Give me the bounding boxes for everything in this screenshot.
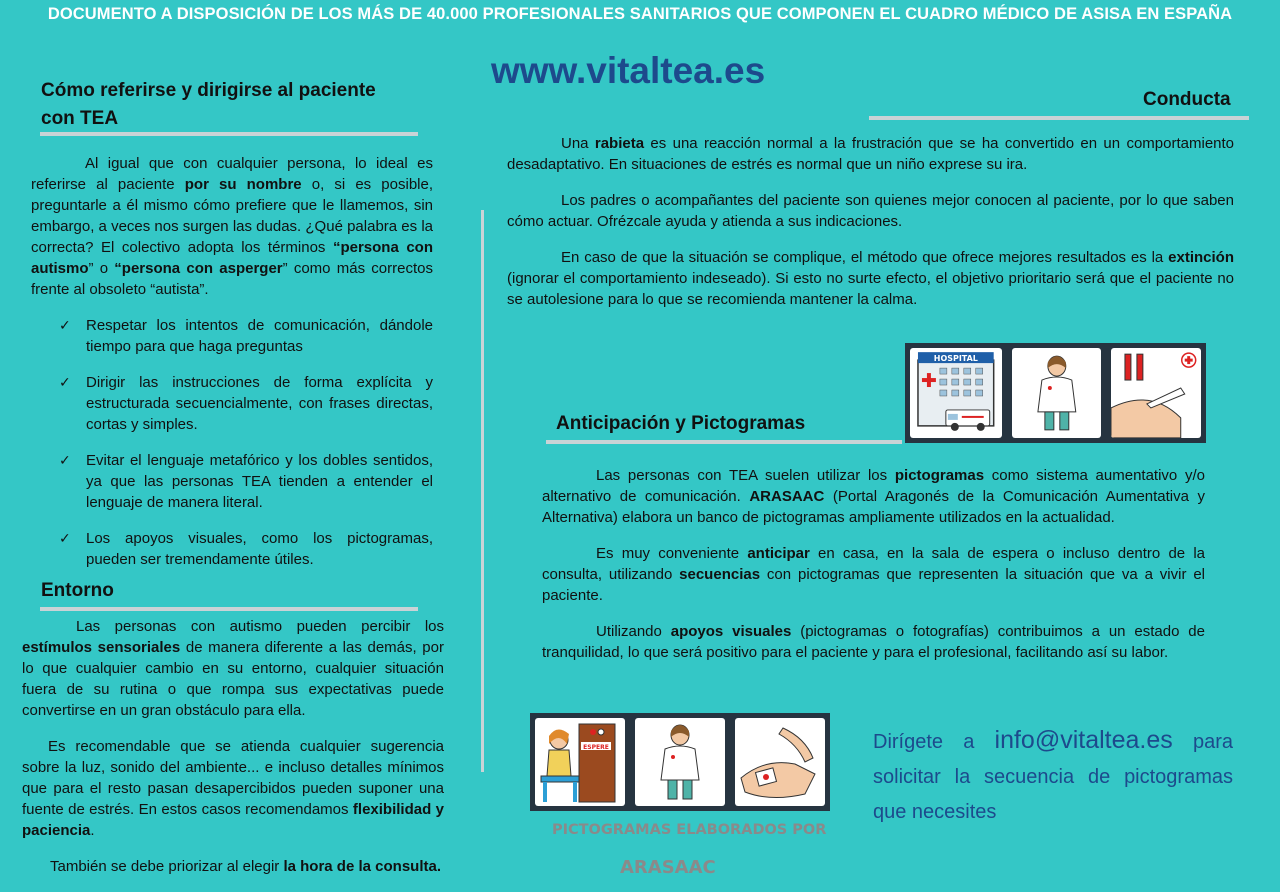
section-title-referirse: [41, 77, 421, 133]
doctor-icon: [1012, 348, 1102, 438]
contact-email-link[interactable]: info@vitaltea.es: [994, 726, 1173, 754]
section-body-anticipacion: [542, 465, 1205, 678]
checkmark-icon: ✓: [59, 530, 71, 546]
section-title-anticipacion: Anticipación y Pictogramas: [556, 413, 806, 434]
blood-test-icon: [1111, 348, 1201, 438]
waiting-room-icon: [535, 718, 625, 806]
paragraph: Los padres o acompañantes del paciente son quienes mejor conocen al paciente, por lo que saben cómo actuar. Ofrézcale ayuda y atienda a sus indicaciones.: [507, 192, 1234, 230]
checkmark-icon: ✓: [59, 452, 71, 468]
section-title-line1: Cómo referirse y dirigirse al paciente: [41, 80, 376, 101]
heading-rule: [40, 607, 418, 611]
heading-rule: [869, 116, 1249, 120]
pictogram-sequence-bottom: [530, 713, 830, 811]
bandaged-hand-icon: [735, 718, 825, 806]
doctor-icon: [635, 718, 725, 806]
checkmark-icon: ✓: [59, 317, 71, 333]
list-item: ✓ Los apoyos visuales, como los pictogramas, pueden ser tremendamente útiles.: [59, 530, 433, 568]
hospital-icon: [910, 348, 1002, 438]
list-item: ✓ Respetar los intentos de comunicación, dándole tiempo para que haga preguntas: [59, 317, 433, 355]
website-link[interactable]: www.vitaltea.es: [491, 50, 766, 91]
paragraph: Es recomendable que se atienda cualquier sugerencia sobre la luz, sonido del ambiente... e incluso detalles mínimos que para el resto pasan desapercibidos pueden suponer una fuente de estrés. En estos casos recomendamos flexibilidad y paciencia.: [22, 738, 445, 839]
paragraph: También se debe priorizar al elegir la hora de la consulta.: [50, 858, 441, 875]
paragraph: Es muy conveniente anticipar en casa, en la sala de espera o incluso dentro de la consulta, utilizando secuencias con pictogramas que representen la situación que va a vivir el paciente.: [542, 545, 1205, 604]
section-body-entorno: [22, 616, 444, 892]
paragraph: Al igual que con cualquier persona, lo ideal es referirse al paciente por su nombre o, si es posible, preguntarle a él mismo cómo prefiere que le llamemos, sin embargo, a veces nos surgen las dudas. ¿Qué palabra es la correcta? El colectivo adopta los términos “persona con autismo” o “persona con asperger” como más correctos frente al obsoleto “autista”.: [31, 155, 433, 298]
top-banner: DOCUMENTO A DISPOSICIÓN DE LOS MÁS DE 40.000 PROFESIONALES SANITARIOS QUE COMPONEN EL CUADRO MÉDICO DE ASISA EN ESPAÑA: [47, 5, 1233, 23]
paragraph: Utilizando apoyos visuales (pictogramas o fotografías) contribuimos a un estado de tranquilidad, lo que será positivo para el paciente y para el profesional, facilitando así su labor.: [542, 623, 1205, 661]
column-divider: [481, 210, 484, 772]
section-title-line2: con TEA: [41, 108, 119, 129]
contact-callout: [873, 723, 1233, 830]
heading-rule: [40, 132, 418, 136]
paragraph: Una rabieta es una reacción normal a la frustración que se ha convertido en un comportamiento desadaptativo. En situaciones de estrés es normal que un niño exprese su ira.: [507, 135, 1235, 173]
paragraph: Las personas con TEA suelen utilizar los pictogramas como sistema aumentativo y/o alternativo de comunicación. ARASAAC (Portal Aragonés de la Comunicación Aumentativa y Alternativa) elabora un banco de pictogramas ampliamente utilizados en la actualidad.: [542, 467, 1205, 526]
heading-rule: [546, 440, 902, 444]
list-item: ✓ Dirigir las instrucciones de forma explícita y estructurada secuencialmente, con frases directas, cortas y simples.: [59, 374, 433, 433]
paragraph: Las personas con autismo pueden percibir los estímulos sensoriales de manera diferente a las demás, por lo que cualquier cambio en su entorno, cualquier situación fuera de su rutina o que rompa sus expectativas puede convertirse en un gran obstáculo para ella.: [22, 618, 444, 719]
checkmark-icon: ✓: [59, 374, 71, 390]
section-body-referirse: [31, 153, 433, 585]
contact-text: Dirígete a: [873, 731, 995, 753]
pictogram-credit-line1: PICTOGRAMAS ELABORADOS POR: [552, 822, 827, 838]
section-title-conducta: Conducta: [1143, 89, 1231, 110]
section-title-entorno: Entorno: [41, 580, 114, 601]
paragraph: En caso de que la situación se complique, el método que ofrece mejores resultados es la extinción (ignorar el comportamiento indeseado). Si esto no surte efecto, el objetivo prioritario será que el paciente no se autolesione para lo que se recomienda mantener la calma.: [507, 249, 1234, 308]
recommendation-list: [59, 315, 433, 570]
section-body-conducta: [507, 133, 1234, 325]
contact-text: para solicitar la secuencia de pictogramas que necesites: [873, 731, 1233, 823]
pictogram-sequence-top: [905, 343, 1206, 443]
door-sign-text: ESPERE: [583, 744, 609, 751]
pictogram-credit-arasaac: ARASAAC: [620, 857, 716, 878]
hospital-sign-text: HOSPITAL: [933, 354, 978, 364]
list-item: ✓ Evitar el lenguaje metafórico y los dobles sentidos, ya que las personas TEA tienden a entender el lenguaje de manera literal.: [59, 452, 433, 511]
